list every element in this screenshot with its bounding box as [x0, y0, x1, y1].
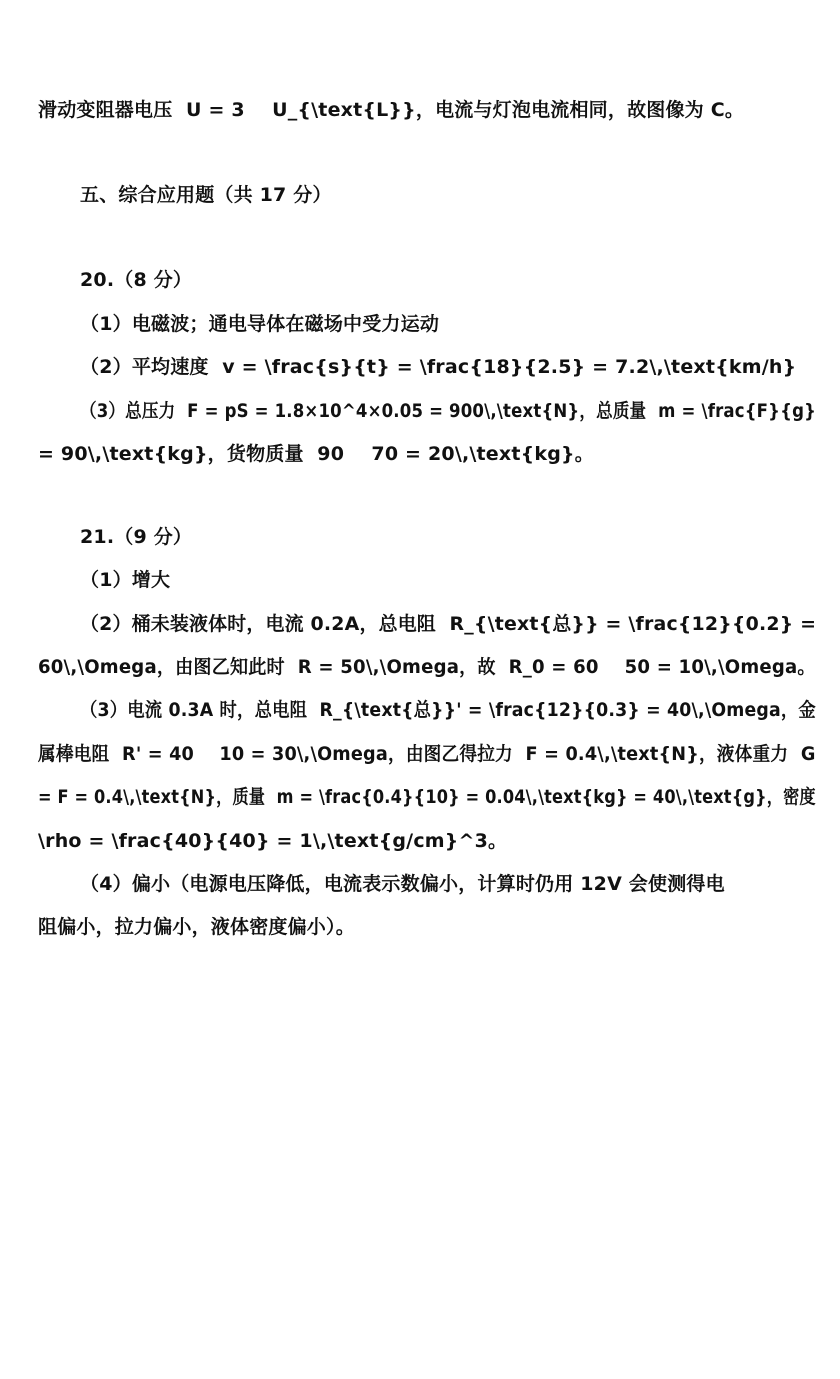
- q21-answer-1: （1）增大: [80, 569, 171, 591]
- question-21-heading: 21.（9 分）: [80, 526, 193, 548]
- q20-answer-3-line-2: = 90\,\text{kg}，货物质量 90 70 = 20\,\text{kg}。: [38, 443, 594, 465]
- q21-answer-3-line-4: \rho = \frac{40}{40} = 1\,\text{g/cm}^3。: [38, 830, 508, 852]
- question-20-heading: 20.（8 分）: [80, 269, 193, 291]
- q21-answer-4-line-1: （4）偏小（电源电压降低，电流表示数偏小，计算时仍用 12V 会使测得电: [80, 873, 725, 895]
- section-heading: 五、综合应用题（共 17 分）: [80, 184, 332, 206]
- q21-answer-3-line-3: = F = 0.4\,\text{N}，质量 m = \frac{0.4}{10} = 0.04\,\text{kg} = 40\,\text{g}，密度: [38, 786, 816, 808]
- q21-answer-3-line-1: （3）电流 0.3A 时，总电阻 R_{\text{总}}' = \frac{12}{0.3} = 40\,\Omega，金: [80, 699, 816, 721]
- q21-answer-3-line-2: 属棒电阻 R' = 40 10 = 30\,\Omega，由图乙得拉力 F = 0.4\,\text{N}，液体重力 G: [38, 743, 816, 765]
- q20-answer-3-line-1: （3）总压力 F = pS = 1.8×10^4×0.05 = 900\,\text{N}，总质量 m = \frac{F}{g}: [80, 400, 817, 422]
- q21-answer-2-line-1: （2）桶未装液体时，电流 0.2A，总电阻 R_{\text{总}} = \frac{12}{0.2} =: [80, 613, 817, 635]
- q20-answer-2: （2）平均速度 v = \frac{s}{t} = \frac{18}{2.5} = 7.2\,\text{km/h}: [80, 356, 797, 378]
- q21-answer-4-line-2: 阻偏小，拉力偏小，液体密度偏小）。: [38, 916, 355, 938]
- q20-answer-1: （1）电磁波；通电导体在磁场中受力运动: [80, 313, 440, 335]
- text-line-intro: 滑动变阻器电压 U = 3 U_{\text{L}}，电流与灯泡电流相同，故图像为 C。: [38, 99, 745, 121]
- q21-answer-2-line-2: 60\,\Omega，由图乙知此时 R = 50\,\Omega，故 R_0 = 60 50 = 10\,\Omega。: [38, 656, 816, 678]
